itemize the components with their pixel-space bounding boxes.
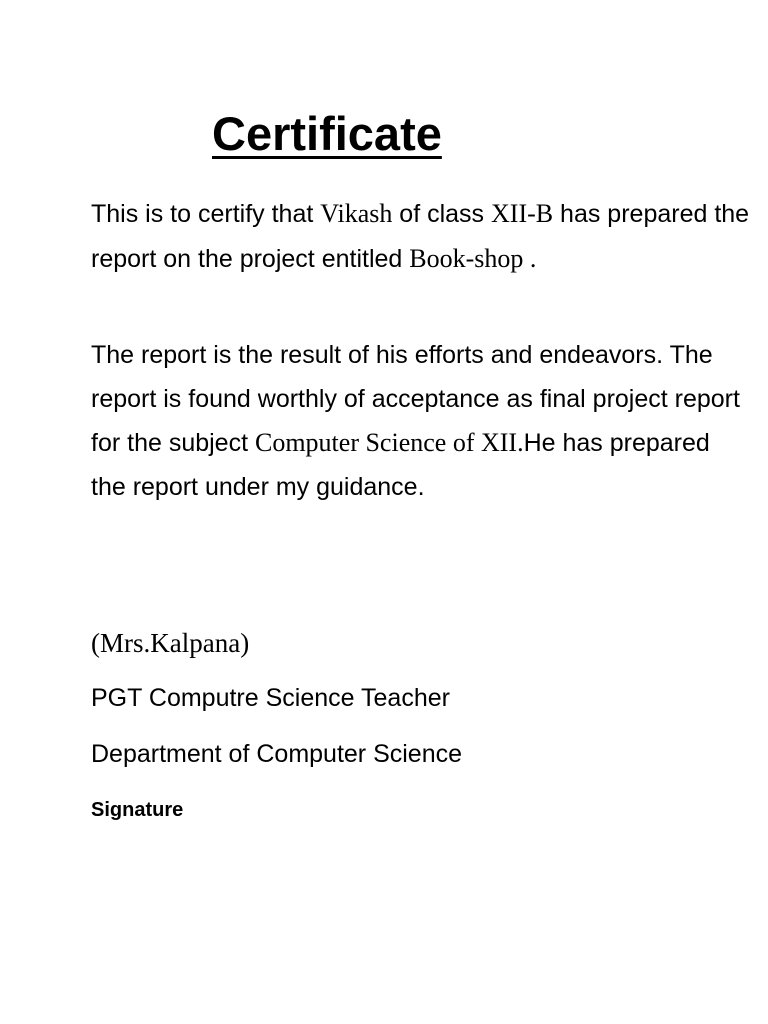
project-name: Book-shop . — [409, 243, 537, 273]
subject-name: Computer Science of XII. — [254, 428, 524, 457]
paragraph-1-has-prepared: has prepared the report on the project entitled — [91, 200, 750, 273]
paragraph-2-tail: He has prepared the report under my guidance. — [91, 429, 710, 501]
teacher-name: (Mrs.Kalpana) — [91, 628, 250, 658]
paragraph-1-of-class: of class — [392, 200, 492, 228]
department-name: Department of Computer Science — [91, 740, 463, 768]
teacher-role: PGT Computre Science Teacher — [91, 684, 450, 712]
student-name: Vikash — [320, 199, 393, 228]
certificate-paragraph-2 — [91, 334, 751, 509]
certificate-paragraph-1 — [91, 192, 751, 281]
certificate-title: Certificate — [212, 107, 442, 160]
class-name: XII-B — [491, 199, 554, 228]
paragraph-1-intro: This is to certify that — [91, 200, 321, 228]
signature-label: Signature — [91, 799, 184, 821]
paragraph-2-text: The report is the result of his efforts and endeavors. The report is found worthly of acceptance as final project report for the subject — [91, 341, 740, 457]
